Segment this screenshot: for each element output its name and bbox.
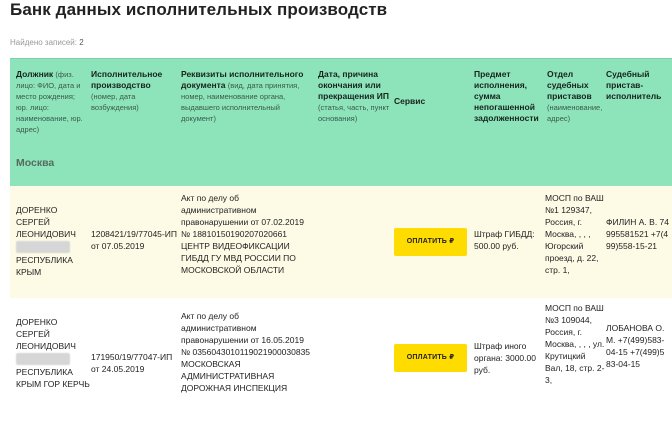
bailiff-cell: ФИЛИН А. В. 74995581521 +7(499)558-15-21 [606,217,669,251]
table-row [10,186,672,298]
document-cell: Акт по делу об административном правонарушении от 07.02.2019 № 18810150190207020661 ЦЕНТР ВИДЕОФИКСАЦИИ ГИБДД ГУ МВД РОССИИ ПО МОСКОВСКОЙ ОБЛАСТИ [181,193,304,275]
header-proceeding: Исполнительное производство (номер, дата возбуждения) [91,69,163,112]
page-title: Банк данных исполнительных производств [10,0,388,19]
records-found-label: Найдено записей: [10,38,77,47]
table-row [10,298,672,422]
redacted-birthdate [16,353,70,365]
redacted-birthdate [16,241,70,253]
header-service: Сервис [394,96,426,106]
header-department: Отдел судебных приставов (наименование, адрес) [547,69,603,123]
records-found-count: 2 [79,38,84,47]
pay-button[interactable]: ОПЛАТИТЬ ₽ [394,344,467,372]
subject-cell: Штраф иного органа: 3000.00 руб. [474,341,536,375]
proceeding-cell: 1208421/19/77045-ИП от 07.05.2019 [91,229,177,251]
pay-button[interactable]: ОПЛАТИТЬ ₽ [394,228,467,256]
header-end-reason: Дата, причина окончания или прекращения ИП (статья, часть, пункт основания) [318,69,390,123]
department-cell: МОСП по ВАШ №1 129347, Россия, г. Москва, , , , Югорский проезд, д. 22, стр. 1, [545,193,604,275]
bailiff-cell: ЛОБАНОВА О. М. +7(499)583-04-15 +7(499)583-04-15 [606,323,665,369]
header-document: Реквизиты исполнительного документа (вид, дата принятия, номер, наименование органа, выдавшего исполнительный документ) [181,69,304,123]
debtor-name: ДОРЕНКО СЕРГЕЙ ЛЕОНИДОВИЧ [16,317,76,351]
header-debtor: Должник (физ. лицо: ФИО, дата и место рождения; юр. лицо: наименование, юр. адрес) [16,69,83,134]
proceeding-cell: 171950/19/77047-ИП от 24.05.2019 [91,352,173,374]
debtor-name: ДОРЕНКО СЕРГЕЙ ЛЕОНИДОВИЧ [16,205,76,239]
debtor-cell [16,316,90,390]
records-found [10,38,84,47]
header-bailiff: Судебный пристав-исполнитель [606,69,662,101]
header-subject: Предмет исполнения, сумма непогашенной задолженности [474,69,539,123]
debtor-cell [16,204,90,278]
department-cell: МОСП по ВАШ №3 109044, Россия, г. Москва, , , , ул. Крутицкий Вал, 18, стр. 2-3, [545,303,605,385]
subject-cell: Штраф ГИБДД: 500.00 руб. [474,229,535,251]
document-cell: Акт по делу об административном правонарушении от 16.05.2019 № 0356043010119021900030835 МОСКОВСКАЯ АДМИНИСТРАТИВНАЯ ДОРОЖНАЯ ИНСПЕКЦИЯ [181,311,311,393]
debtor-place: РЕСПУБЛИКА КРЫМ ГОР КЕРЧЬ [16,367,90,389]
region-label: Москва [16,157,55,169]
results-table [10,58,672,422]
table-header [10,58,672,186]
debtor-place: РЕСПУБЛИКА КРЫМ [16,255,73,277]
